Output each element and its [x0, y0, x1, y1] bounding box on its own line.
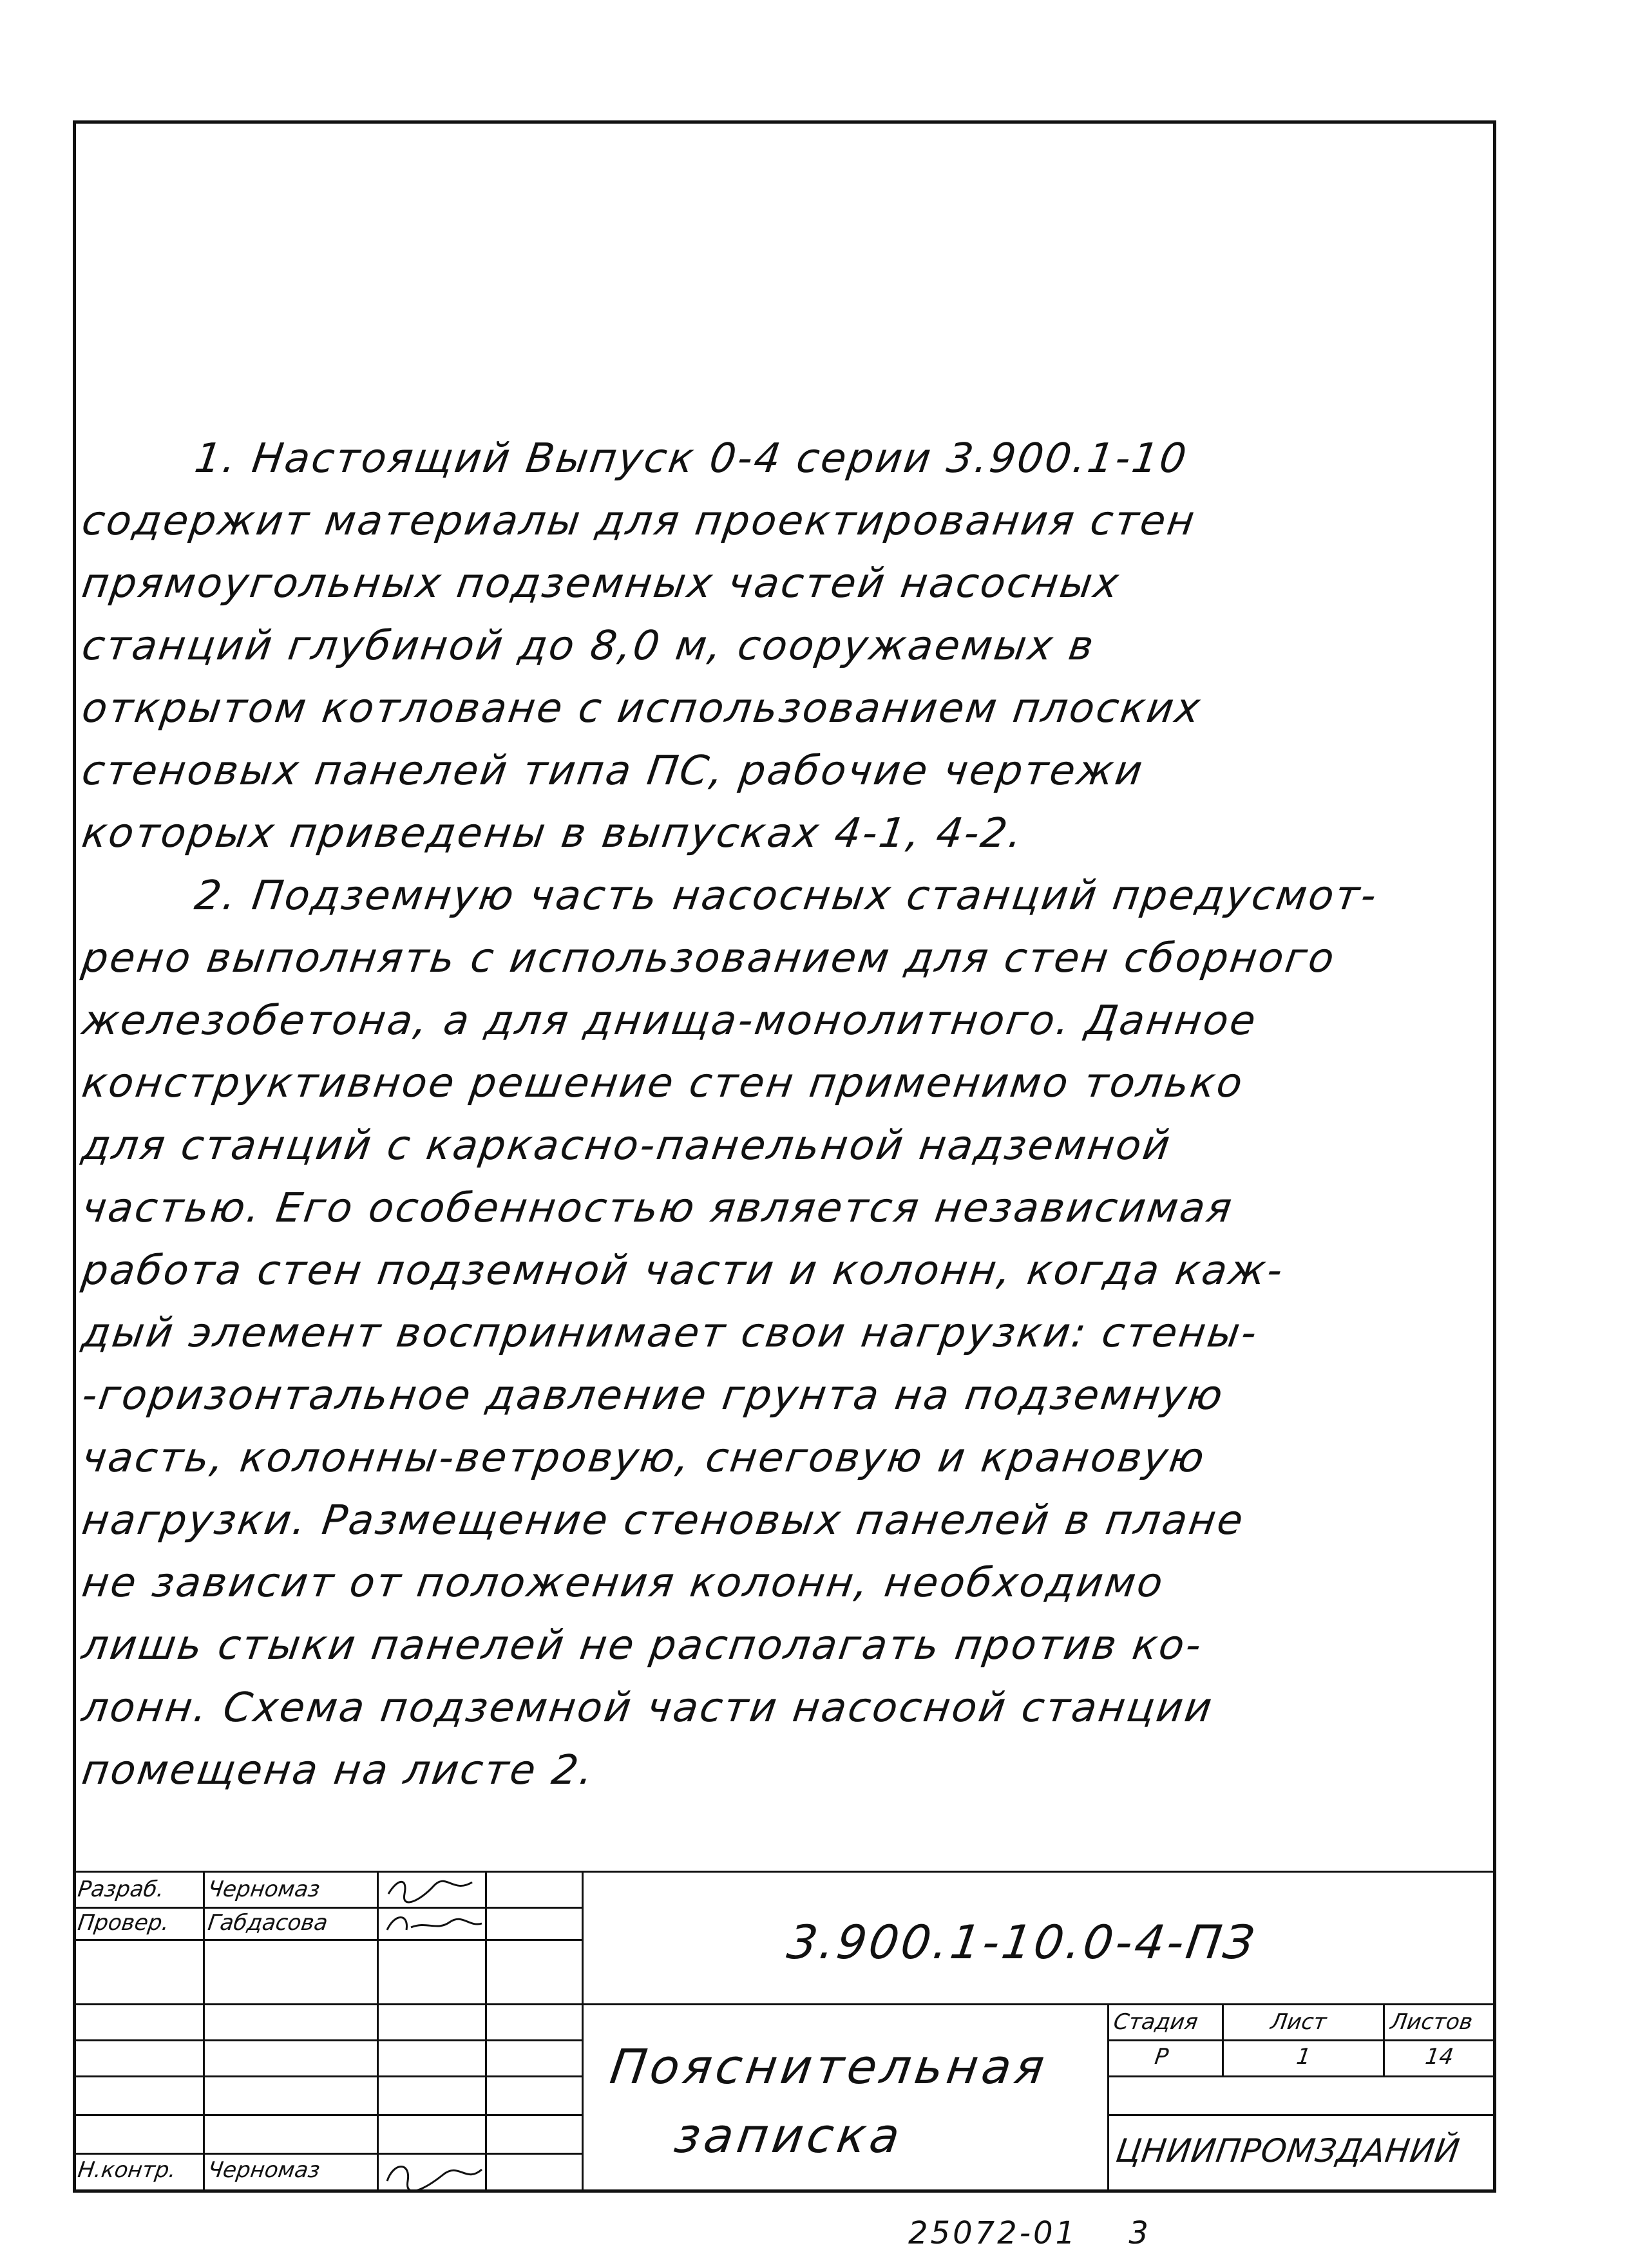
stamp-grid-line	[377, 1871, 379, 2193]
text-line: лонн. Схема подземной части насосной станции	[79, 1684, 1217, 1731]
text-line: помещена на листе 2.	[79, 1746, 598, 1793]
title-block	[73, 1871, 1496, 2193]
stamp-grid-line	[582, 1871, 584, 2193]
name-label: Черномаз	[206, 1876, 322, 1902]
text-line: нагрузки. Размещение стеновых панелей в плане	[79, 1497, 1248, 1544]
stamp-grid-line	[73, 2114, 582, 2116]
organization-name: ЦНИИПРОМЗДАНИЙ	[1113, 2132, 1463, 2169]
text-line: прямоугольных подземных частей насосных	[79, 560, 1123, 607]
stamp-grid-line	[73, 2153, 582, 2155]
text-line: содержит материалы для проектирования стен	[79, 497, 1199, 544]
role-label: Провер.	[76, 1910, 171, 1936]
text-line: дый элемент воспринимает свои нагрузки: стены-	[79, 1309, 1262, 1356]
signature-image	[382, 1875, 479, 1904]
text-line: часть, колонны-ветровую, снеговую и крановую	[79, 1434, 1209, 1481]
name-label: Габдасова	[206, 1910, 330, 1936]
stamp-grid-line	[73, 2075, 582, 2077]
text-line: не зависит от положения колонн, необходимо	[79, 1559, 1168, 1606]
stamp-top-border	[73, 1871, 1496, 1873]
sheets-value: 14	[1423, 2044, 1456, 2070]
text-line: которых приведены в выпусках 4-1, 4-2.	[79, 809, 1027, 856]
text-line: для станций с каркасно-панельной надземной	[79, 1122, 1175, 1169]
text-line: открытом котловане с использованием плоских	[79, 685, 1205, 732]
sheet-header: Лист	[1269, 2009, 1328, 2035]
inventory-code: 25072-01	[908, 2215, 1078, 2251]
drawing-code: 3.900.1-10.0-4-ПЗ	[784, 1915, 1261, 1969]
stamp-grid-line	[485, 1871, 487, 2193]
page-number: 3	[1128, 2215, 1151, 2251]
text-line: станций глубиной до 8,0 м, сооружаемых в	[79, 622, 1098, 669]
stamp-grid-line	[1383, 2003, 1385, 2075]
sheets-header: Листов	[1389, 2009, 1474, 2035]
text-line: конструктивное решение стен применимо только	[79, 1059, 1248, 1106]
inventory-number	[908, 2215, 1151, 2251]
text-line: стеновых панелей типа ПС, рабочие чертежи	[79, 747, 1147, 794]
stamp-grid-line	[73, 2003, 582, 2005]
stamp-grid-line	[1222, 2003, 1224, 2075]
signature-image	[382, 2155, 485, 2191]
text-line: частью. Его особенностью является независимая	[79, 1184, 1237, 1231]
text-line: 2. Подземную часть насосных станций предусмот-	[191, 872, 1382, 919]
stamp-grid-line	[73, 1939, 582, 1941]
text-line: работа стен подземной части и колонн, когда каж-	[79, 1247, 1288, 1294]
role-label: Разраб.	[76, 1876, 166, 1902]
stage-value: Р	[1153, 2044, 1170, 2070]
stamp-grid-line	[73, 1907, 582, 1909]
signature-image	[382, 1908, 485, 1938]
name-label: Черномаз	[206, 2157, 322, 2183]
role-label: Н.контр.	[76, 2157, 178, 2183]
document-title: Пояснительная	[606, 2039, 1052, 2095]
stamp-grid-line	[73, 2039, 582, 2041]
stamp-grid-line	[1107, 2075, 1496, 2077]
stamp-grid-line	[1107, 2039, 1496, 2041]
stamp-grid-line	[203, 1871, 205, 2193]
sheet-value: 1	[1295, 2044, 1313, 2070]
stamp-grid-line	[1107, 2114, 1496, 2116]
text-line: рено выполнять с использованием для стен сборного	[79, 934, 1339, 981]
stage-header: Стадия	[1112, 2009, 1200, 2035]
text-line: железобетона, а для днища-монолитного. Данное	[79, 997, 1261, 1044]
document-title: записка	[671, 2108, 907, 2164]
text-line: лишь стыки панелей не располагать против ко-	[79, 1621, 1206, 1668]
text-line: 1. Настоящий Выпуск 0-4 серии 3.900.1-10	[191, 435, 1192, 482]
text-line: -горизонтальное давление грунта на подземную	[79, 1372, 1228, 1419]
stamp-grid-line	[1107, 2003, 1109, 2193]
stamp-grid-line	[582, 2003, 1496, 2005]
